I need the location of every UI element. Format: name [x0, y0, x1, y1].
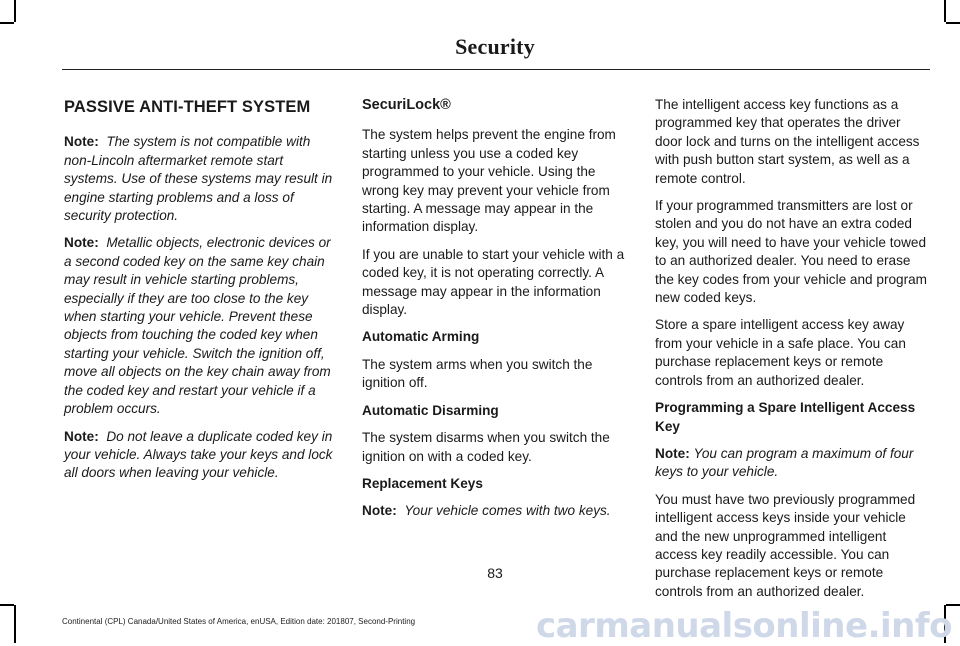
page-number: 83	[487, 565, 503, 581]
note-paragraph	[64, 234, 340, 418]
note-text: You can program a maximum of four keys to your vehicle.	[655, 445, 914, 480]
column-middle	[362, 96, 632, 530]
note-paragraph	[64, 428, 340, 483]
crop-mark	[0, 22, 14, 24]
body-paragraph: Store a spare intelligent access key away from your vehicle in a safe place. You can purchase replacement keys or remote controls from an authorized dealer.	[655, 317, 906, 388]
body-paragraph: If your programmed transmitters are lost or stolen and you do not have an extra coded key, you will need to have your vehicle towed to an authorized dealer. You need to erase the key codes from your vehicle and program new coded keys.	[655, 198, 928, 306]
note-label: Note:	[655, 445, 690, 461]
note-text: Your vehicle comes with two keys.	[404, 503, 611, 519]
crop-mark	[0, 604, 14, 606]
note-label: Note:	[64, 235, 99, 251]
note-text: Do not leave a duplicate coded key in your vehicle. Always take your keys and lock all doors when leaving your vehicle.	[64, 428, 333, 481]
body-paragraph: You must have two previously programmed intelligent access keys inside your vehicle and the new unprogrammed intelligent access key readily accessible. You can purchase replacement keys or remote controls from an authorized dealer.	[655, 491, 916, 599]
watermark: carmanualsonline.info	[535, 606, 952, 646]
replacement-keys-heading: Replacement Keys	[362, 475, 483, 491]
body-paragraph: The system helps prevent the engine from starting unless you use a coded key programmed to your vehicle. Using the wrong key may prevent your vehicle from starting. A message may appear in the information display.	[362, 127, 616, 235]
note-label: Note:	[64, 134, 99, 150]
securilock-heading: SecuriLock®	[362, 97, 451, 113]
column-right	[655, 96, 930, 610]
crop-mark	[14, 605, 16, 643]
page-title: Security	[455, 34, 535, 59]
body-paragraph: The system disarms when you switch the ignition on with a coded key.	[362, 430, 610, 464]
programming-spare-key-heading: Programming a Spare Intelligent Access Key	[655, 400, 916, 434]
body-paragraph: If you are unable to start your vehicle with a coded key, it is not operating correctly. A message may appear in the information display.	[362, 246, 625, 318]
header-divider	[62, 69, 930, 70]
note-paragraph	[362, 502, 632, 520]
note-label: Note:	[362, 503, 397, 519]
column-left	[64, 96, 340, 492]
automatic-disarming-heading: Automatic Disarming	[362, 402, 499, 418]
edition-footer: Continental (CPL) Canada/United States of America, enUSA, Edition date: 201807, Second-Printing	[62, 617, 416, 626]
section-title: PASSIVE ANTI-THEFT SYSTEM	[64, 98, 311, 116]
body-paragraph: The intelligent access key functions as a programmed key that operates the driver door lock and turns on the intelligent access with push button start system, as well as a remote control.	[655, 97, 920, 186]
body-paragraph: The system arms when you switch the ignition off.	[362, 356, 593, 391]
automatic-arming-heading: Automatic Arming	[362, 329, 480, 345]
crop-mark	[946, 22, 960, 24]
note-text: The system is not compatible with non-Lincoln aftermarket remote start systems. Use of these systems may result in engine starting problems and a loss of security protection.	[64, 134, 333, 224]
note-label: Note:	[64, 428, 99, 444]
note-paragraph	[64, 133, 340, 225]
note-paragraph	[655, 445, 930, 482]
note-text: Metallic objects, electronic devices or a second coded key on the same key chain may result in vehicle starting problems, especially if they are too close to the key when starting your vehicle. Prevent these objects from touching the coded key when starting your vehicle. Switch the ignition off, move all objects on the key chain away from the coded key and restart your vehicle if a problem occurs.	[64, 235, 331, 417]
crop-mark	[944, 0, 946, 22]
crop-mark	[14, 0, 16, 22]
